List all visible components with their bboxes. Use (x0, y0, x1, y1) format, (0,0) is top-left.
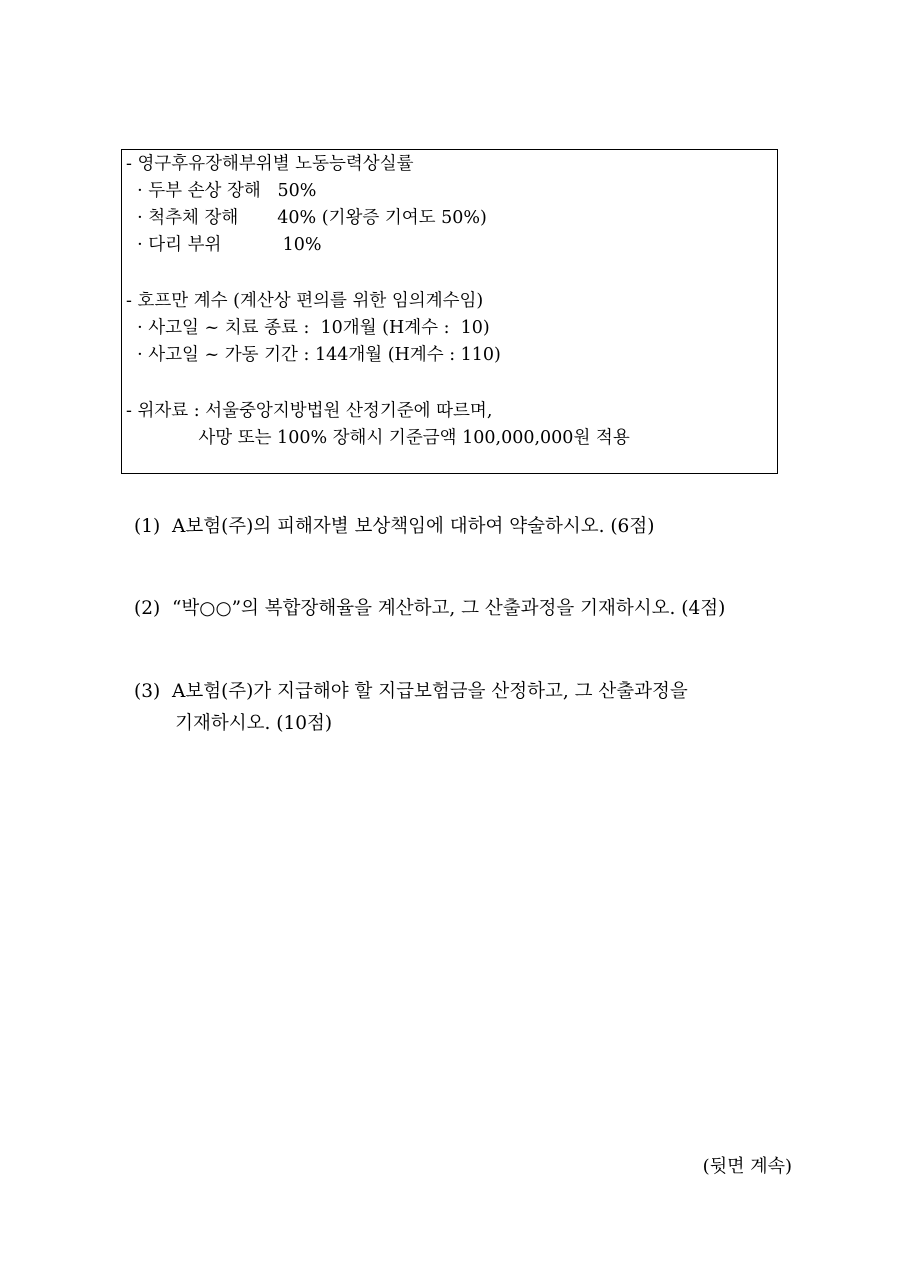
info-line-consolation-detail: 사망 또는 100% 장해시 기준금액 100,000,000원 적용 (126, 428, 630, 448)
info-line-disability-heading: - 영구후유장해부위별 노동능력상실률 (126, 154, 414, 174)
info-line-head-injury: · 두부 손상 장해 50% (126, 181, 317, 201)
info-line-spine-injury: · 척추체 장해 40% (기왕증 기여도 50%) (126, 208, 487, 228)
info-line-consolation-heading: - 위자료 : 서울중앙지방법원 산정기준에 따르며, (126, 401, 493, 421)
question-3-line-1: (3) A보험(주)가 지급해야 할 지급보험금을 산정하고, 그 산출과정을 (134, 681, 688, 702)
info-line-hoffman-working: · 사고일 ~ 가동 기간 : 144개월 (H계수 : 110) (126, 345, 501, 365)
question-2: (2) “박○○”의 복합장해율을 계산하고, 그 산출과정을 기재하시오. (4점) (134, 598, 726, 619)
question-3-line-2: 기재하시오. (10점) (134, 713, 333, 734)
continued-on-back-note: (뒷면 계속) (702, 1156, 792, 1177)
info-line-leg-injury: · 다리 부위 10% (126, 235, 322, 255)
info-box (121, 149, 778, 474)
question-1: (1) A보험(주)의 피해자별 보상책임에 대하여 약술하시오. (6점) (134, 516, 655, 537)
info-line-hoffman-treatment: · 사고일 ~ 치료 종료 : 10개월 (H계수 : 10) (126, 318, 490, 338)
info-line-hoffman-heading: - 호프만 계수 (계산상 편의를 위한 임의계수임) (126, 291, 484, 311)
